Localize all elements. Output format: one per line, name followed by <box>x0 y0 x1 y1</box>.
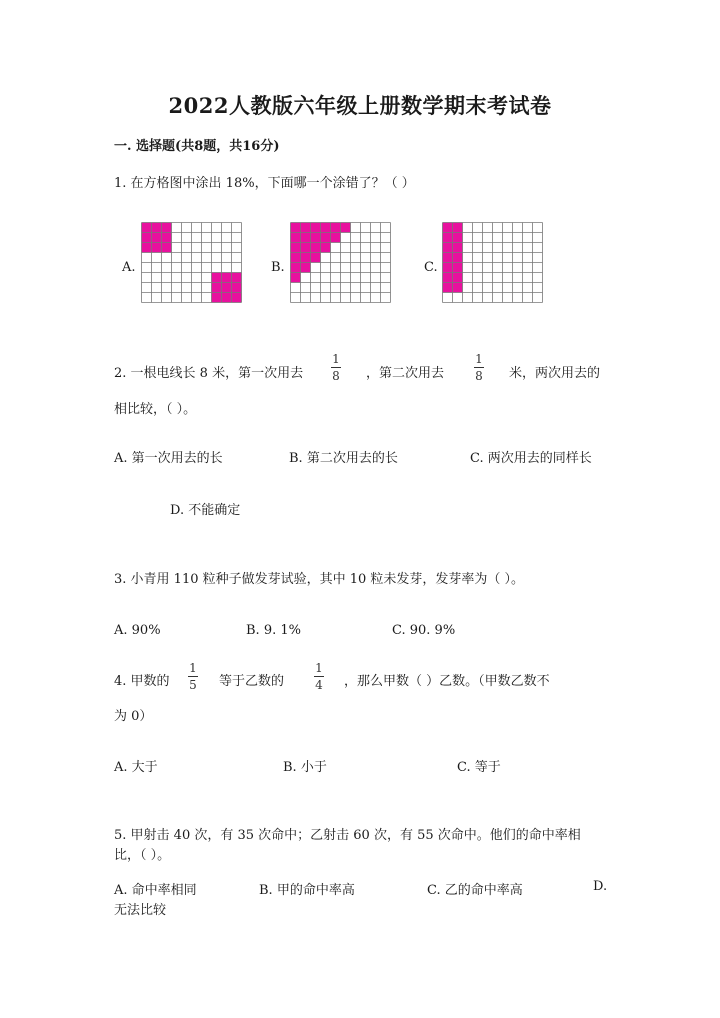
question-2-stem-part1: 2. 一根电线长 8 米，第一次用去 <box>114 366 304 381</box>
shaded-cell <box>222 273 232 283</box>
shaded-cell <box>152 223 162 233</box>
fraction-denominator: 8 <box>332 369 340 383</box>
question-5-option-d-continued: 无法比较 <box>114 903 167 918</box>
shaded-cell <box>453 283 463 293</box>
fraction-numerator: 1 <box>332 352 340 366</box>
shaded-cell <box>142 243 152 253</box>
shaded-cell <box>212 273 222 283</box>
shaded-cell <box>222 293 232 303</box>
question-2-stem-part3: 米，两次用去的 <box>509 366 601 381</box>
shaded-cell <box>453 233 463 243</box>
shaded-cell <box>212 283 222 293</box>
question-1-option-c-label[interactable]: C. <box>424 260 438 275</box>
question-1-grid-a <box>141 222 242 305</box>
shaded-cell <box>212 293 222 303</box>
shaded-cell <box>443 233 453 243</box>
question-2-option-a[interactable]: A. 第一次用去的长 <box>114 451 223 466</box>
question-4-stem-part3: ，那么甲数（ ）乙数。（甲数乙数不 <box>344 674 550 689</box>
shaded-cell <box>162 233 172 243</box>
shaded-cell <box>321 233 331 243</box>
shaded-cell <box>301 263 311 273</box>
question-2-fraction-2 <box>474 352 484 383</box>
shaded-cell <box>142 233 152 243</box>
shaded-cell <box>311 223 321 233</box>
shaded-cell <box>291 223 301 233</box>
fraction-bar <box>314 676 324 677</box>
question-4-fraction-2 <box>314 661 324 692</box>
fraction-denominator: 8 <box>475 369 483 383</box>
question-1-option-b-label[interactable]: B. <box>271 260 285 275</box>
shaded-cell <box>301 253 311 263</box>
question-1-grid-c <box>442 222 543 305</box>
question-1-option-a-label[interactable]: A. <box>122 260 136 275</box>
shaded-cell <box>453 263 463 273</box>
question-3-stem: 3. 小青用 110 粒种子做发芽试验，其中 10 粒未发芽，发芽率为（ ）。 <box>114 572 525 587</box>
fraction-denominator: 4 <box>315 678 323 692</box>
shaded-cell <box>291 243 301 253</box>
fraction-bar <box>331 367 341 368</box>
fraction-numerator: 1 <box>315 661 323 675</box>
question-2-fraction-1 <box>331 352 341 383</box>
question-4-stem-part2: 等于乙数的 <box>219 674 285 689</box>
shaded-cell <box>152 233 162 243</box>
shaded-cell <box>453 273 463 283</box>
question-2-option-d[interactable]: D. 不能确定 <box>170 503 241 518</box>
section-heading: 一. 选择题(共8题，共16分) <box>114 139 280 154</box>
shaded-cell <box>443 283 453 293</box>
question-5-stem-line1: 5. 甲射击 40 次，有 35 次命中；乙射击 60 次，有 55 次命中。他们的命中率相 <box>114 828 581 843</box>
shaded-cell <box>291 253 301 263</box>
question-1-grid-b <box>290 222 391 305</box>
shaded-cell <box>162 223 172 233</box>
question-3-option-b[interactable]: B. 9. 1% <box>246 623 301 638</box>
question-4-option-b[interactable]: B. 小于 <box>283 760 327 775</box>
shaded-cell <box>443 263 453 273</box>
question-2-stem-part2: ，第二次用去 <box>366 366 445 381</box>
shaded-cell <box>453 253 463 263</box>
shaded-cell <box>453 243 463 253</box>
shaded-cell <box>301 233 311 243</box>
shaded-cell <box>222 283 232 293</box>
shaded-cell <box>301 223 311 233</box>
shaded-cell <box>291 263 301 273</box>
shaded-cell <box>443 223 453 233</box>
question-3-option-a[interactable]: A. 90% <box>114 623 161 638</box>
shaded-cell <box>331 223 341 233</box>
shaded-cell <box>453 223 463 233</box>
shaded-cell <box>162 243 172 253</box>
shaded-cell <box>311 253 321 263</box>
question-5-option-d[interactable]: D. <box>593 879 608 894</box>
shaded-cell <box>443 273 453 283</box>
shaded-cell <box>443 243 453 253</box>
question-1-stem: 1. 在方格图中涂出 18%，下面哪一个涂错了？（ ） <box>114 176 415 191</box>
shaded-cell <box>232 273 242 283</box>
question-3-option-c[interactable]: C. 90. 9% <box>392 623 456 638</box>
shaded-cell <box>443 253 453 263</box>
shaded-cell <box>301 243 311 253</box>
shaded-cell <box>311 233 321 243</box>
question-5-option-b[interactable]: B. 甲的命中率高 <box>259 883 355 898</box>
question-2-stem-line2: 相比较，（ ）。 <box>114 402 197 417</box>
question-2-option-b[interactable]: B. 第二次用去的长 <box>289 451 398 466</box>
question-4-stem-part1: 4. 甲数的 <box>114 674 170 689</box>
shaded-cell <box>321 223 331 233</box>
question-4-option-c[interactable]: C. 等于 <box>457 760 501 775</box>
page-title: 2022人教版六年级上册数学期末考试卷 <box>168 93 552 118</box>
shaded-cell <box>291 233 301 243</box>
shaded-cell <box>311 243 321 253</box>
fraction-numerator: 1 <box>475 352 483 366</box>
question-4-option-a[interactable]: A. 大于 <box>114 760 158 775</box>
question-4-fraction-1 <box>188 661 198 692</box>
shaded-cell <box>291 273 301 283</box>
shaded-cell <box>321 243 331 253</box>
question-5-option-c[interactable]: C. 乙的命中率高 <box>427 883 523 898</box>
shaded-cell <box>331 233 341 243</box>
fraction-bar <box>188 676 198 677</box>
shaded-cell <box>142 223 152 233</box>
fraction-bar <box>474 367 484 368</box>
question-5-option-a[interactable]: A. 命中率相同 <box>114 883 197 898</box>
shaded-cell <box>232 293 242 303</box>
fraction-numerator: 1 <box>189 661 197 675</box>
fraction-denominator: 5 <box>189 678 197 692</box>
question-5-stem-line2: 比，（ ）。 <box>114 848 171 863</box>
shaded-cell <box>232 283 242 293</box>
shaded-cell <box>152 243 162 253</box>
question-2-option-c[interactable]: C. 两次用去的同样长 <box>470 451 592 466</box>
shaded-cell <box>341 223 351 233</box>
question-4-stem-line2: 为 0） <box>114 709 153 724</box>
